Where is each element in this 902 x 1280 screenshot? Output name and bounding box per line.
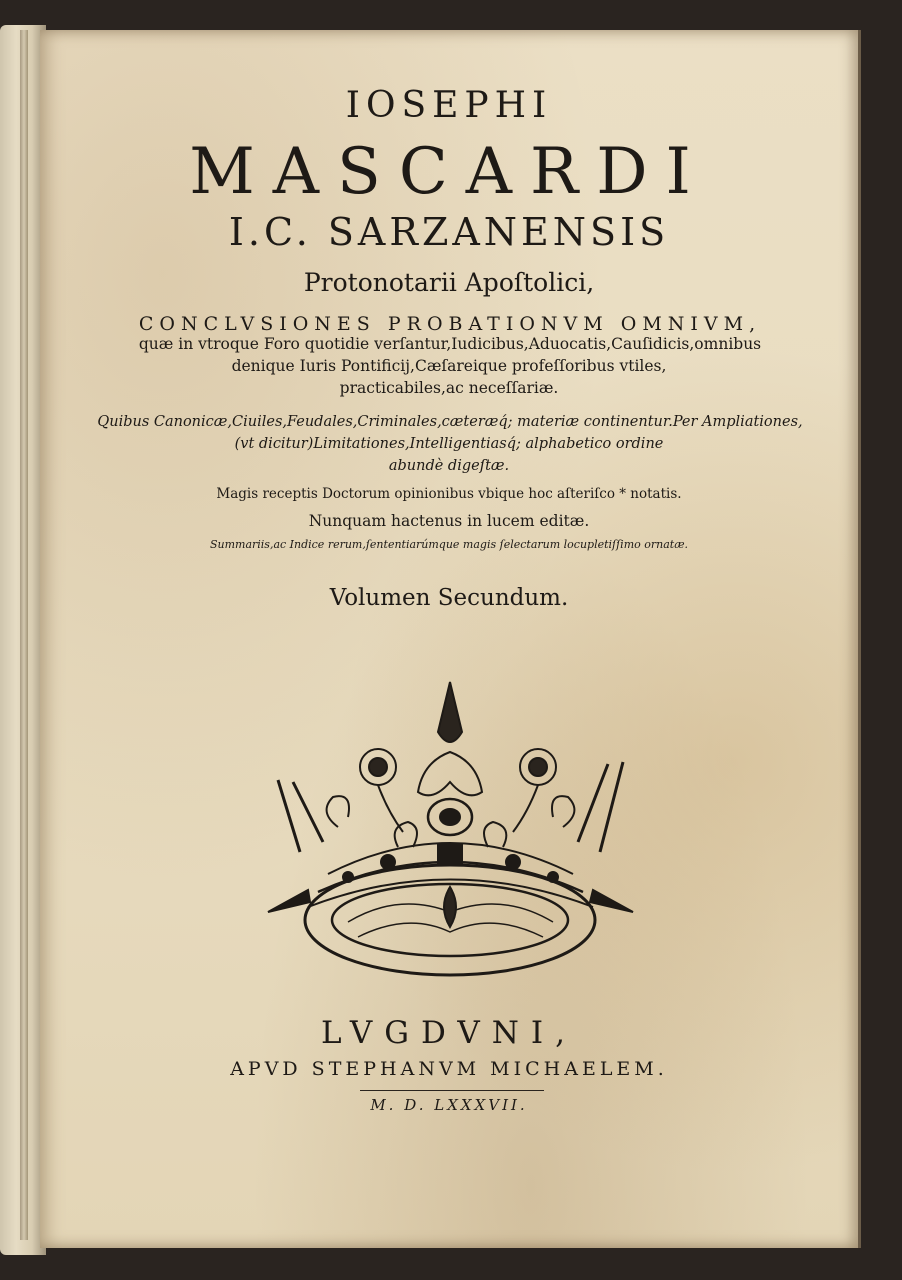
subtitle-line-3: practicabiles,ac neceſſariæ. xyxy=(339,379,559,397)
italic-description-2: (vt dicitur)Limitationes,Intelligentiasq́; alphabetico ordine xyxy=(234,436,664,452)
imprint-year: M. D. LXXXVII. xyxy=(370,1096,528,1114)
page-edges xyxy=(20,30,28,1240)
asterisk-note: Magis receptis Doctorum opinionibus vbique hoc aſteriſco * notatis. xyxy=(216,486,682,502)
author-surname: MASCARDI xyxy=(189,135,709,209)
title-page xyxy=(40,30,861,1248)
subtitle-line-1: quæ in vtroque Foro quotidie verſantur,Iudicibus,Aduocatis,Cauſidicis,omnibus xyxy=(138,335,762,353)
volume-label: Volumen Secundum. xyxy=(329,585,569,611)
author-title: Protonotarii Apoſtolici, xyxy=(303,268,595,297)
crown-woodcut xyxy=(238,652,663,987)
author-origin: I.C. SARZANENSIS xyxy=(228,210,670,254)
subtitle-line-2: denique Iuris Pontificij,Cæſareique profeſſoribus vtiles, xyxy=(231,357,667,375)
first-edition-note: Nunquam hactenus in lucem editæ. xyxy=(308,512,590,530)
index-note: Summariis,ac Indice rerum,ſententiarúmque magis ſelectarum locupletiſſimo ornatæ. xyxy=(209,538,689,551)
imprint-printer: APVD STEPHANVM MICHAELEM. xyxy=(230,1058,668,1080)
imprint-rule xyxy=(360,1090,544,1091)
italic-description-3: abundè digeſtæ. xyxy=(388,458,510,474)
work-title: CONCLVSIONES PROBATIONVM OMNIVM, xyxy=(138,313,762,335)
imprint-city: LVGDVNI, xyxy=(321,1015,577,1051)
italic-description-1: Quibus Canonicæ,Ciuiles,Feudales,Criminales,cæteræq́; materiæ continentur.Per Ampliationes, xyxy=(97,414,803,430)
author-first-name: IOSEPHI xyxy=(345,85,553,126)
